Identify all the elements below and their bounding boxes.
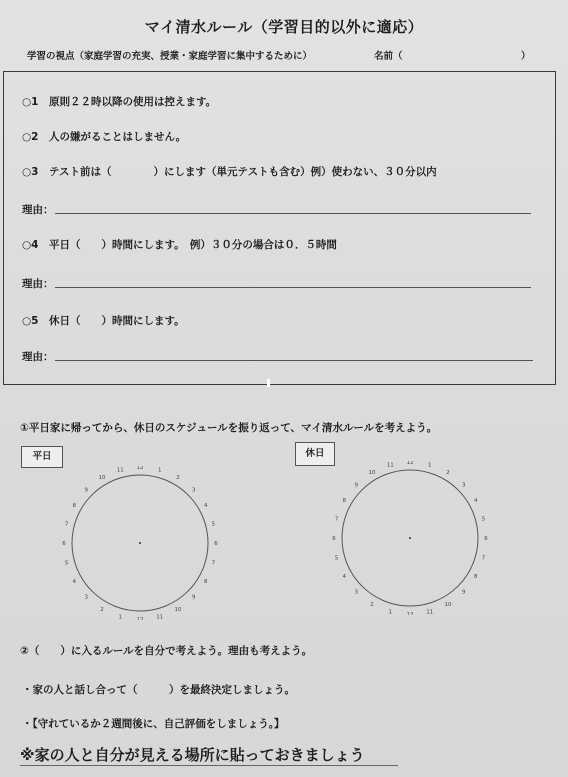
holiday-clock-number: 10 [444,601,452,608]
rule-3: ○3 テスト前は（ ）にします（単元テストも含む）例）使わない、３０分以内 [22,166,437,178]
weekday-clock-number: 2 [176,475,180,482]
binder-mark [267,379,270,387]
section2-heading: ②（ ）に入るルールを自分で考えよう。理由も考えよう。 [20,645,313,657]
holiday-clock-number: 5 [481,516,486,523]
holiday-clock-number: 9 [461,589,466,596]
holiday-clock-number: 12 [406,461,414,466]
weekday-clock-number: 1 [118,614,123,620]
holiday-clock-number: 1 [388,609,393,615]
reason-label-3: 理由： [22,204,54,216]
weekday-clock-number: 10 [98,475,106,482]
holiday-clock-number: 10 [368,470,376,477]
holiday-clock-center [409,537,411,539]
holiday-clock-number: 2 [446,470,450,477]
holiday-clock-number: 6 [332,536,336,542]
holiday-label: 休日 [295,442,335,466]
holiday-clock-number: 7 [334,516,339,523]
reason-label-4: 理由： [22,278,54,290]
holiday-clock-number: 5 [334,555,339,562]
rule-4: ○4 平日（ ）時間にします。 例）３０分の場合は０．５時間 [22,239,337,251]
name-close: ） [521,51,531,62]
holiday-clock-number: 11 [386,462,394,469]
holiday-clock [330,461,490,615]
reason-line-4[interactable] [55,287,531,288]
weekday-clock-number: 12 [136,617,144,620]
holiday-clock-number: 9 [354,482,359,489]
weekday-clock-number: 11 [116,467,124,474]
weekday-clock-number: 2 [100,606,104,613]
holiday-clock-number: 8 [474,574,478,580]
page-title: マイ清水ルール（学習目的以外に適応） [144,18,424,36]
holiday-clock-number: 4 [474,498,478,504]
weekday-clock-number: 6 [214,541,218,547]
weekday-clock-number: 8 [204,579,208,585]
holiday-clock-number: 3 [354,589,359,596]
footer-underline [20,765,398,766]
weekday-label: 平日 [21,446,63,468]
viewpoint-text: 学習の視点（家庭学習の充実、授業・家庭学習に集中するために） [27,51,313,62]
weekday-clock [60,466,220,620]
footer-note: ※家の人と自分が見える場所に貼っておきましょう [20,746,365,764]
weekday-clock-center [139,542,141,544]
reason-line-3[interactable] [55,213,531,214]
weekday-clock-number: 4 [72,579,76,585]
holiday-clock-number: 1 [427,462,432,469]
weekday-clock-number: 1 [157,467,162,474]
holiday-clock-number: 7 [481,555,486,562]
weekday-clock-number: 7 [64,521,69,528]
holiday-clock-number: 12 [406,612,414,615]
holiday-clock-number: 11 [426,609,434,615]
holiday-clock-number: 2 [370,601,374,608]
reason-line-5[interactable] [55,360,533,361]
rule-5: ○5 休日（ ）時間にします。 [22,315,185,327]
holiday-clock-number: 3 [461,482,466,489]
weekday-clock-number: 10 [174,606,182,613]
name-label: 名前（ [374,51,403,62]
holiday-clock-number: 6 [484,536,488,542]
weekday-clock-number: 12 [136,466,144,471]
section2-line1: ・家の人と話し合って（ ）を最終決定しましょう。 [22,684,295,696]
rule-1: ○1 原則２２時以降の使用は控えます。 [22,96,217,108]
weekday-clock-number: 3 [191,487,196,494]
reason-label-5: 理由： [22,351,54,363]
section2-line2: ・【守れているか２週間後に、自己評価をしましょう。】 [22,718,285,730]
weekday-clock-number: 7 [211,560,216,567]
rule-2: ○2 人の嫌がることはしません。 [22,131,187,143]
section1-heading: ①平日家に帰ってから、休日のスケジュールを振り返って、マイ清水ルールを考えよう。 [20,422,438,434]
weekday-clock-number: 4 [204,503,208,509]
weekday-clock-number: 9 [84,487,89,494]
weekday-clock-number: 3 [84,594,89,601]
rules-box [3,71,556,385]
weekday-clock-number: 9 [191,594,196,601]
weekday-clock-number: 8 [72,503,76,509]
weekday-clock-number: 5 [64,560,69,567]
weekday-clock-number: 5 [211,521,216,528]
weekday-clock-number: 6 [62,541,66,547]
holiday-clock-number: 4 [342,574,346,580]
weekday-clock-number: 11 [156,614,164,620]
holiday-clock-number: 8 [342,498,346,504]
